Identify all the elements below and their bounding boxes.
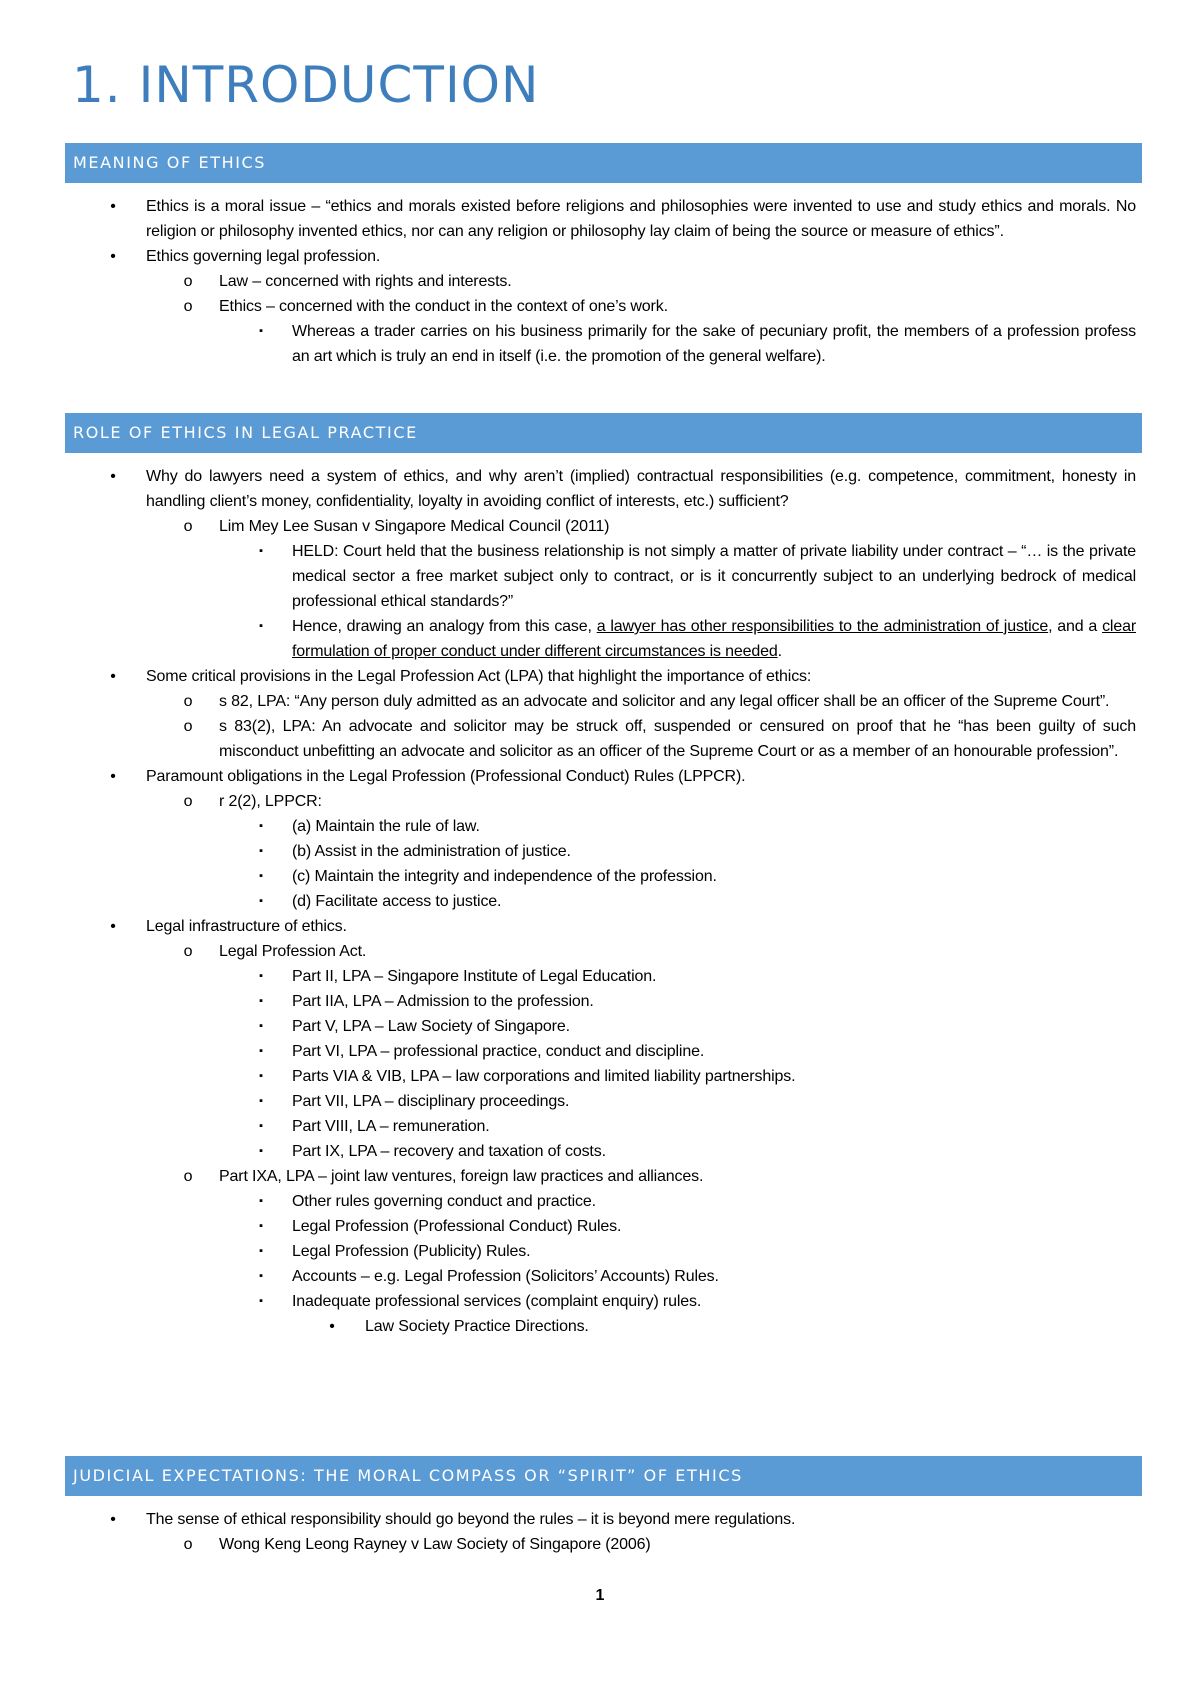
list-item: ▪ Part IX, LPA – recovery and taxation of costs. <box>292 1139 1136 1164</box>
square-bullet-icon: ▪ <box>259 1120 263 1132</box>
square-bullet-icon: ▪ <box>259 1145 263 1157</box>
underlined-text: a lawyer has other responsibilities to the administration of justice <box>596 618 1049 635</box>
list-item: ▪ Legal Profession (Professional Conduct) Rules. <box>292 1214 1136 1239</box>
square-bullet-icon: ▪ <box>259 870 263 882</box>
list-item: o s 82, LPA: “Any person duly admitted as an advocate and solicitor and any legal officer shall be an officer of the Supreme Court”. <box>219 689 1136 714</box>
square-bullet-icon: ▪ <box>259 970 263 982</box>
page-number: 1 <box>595 1587 605 1604</box>
circle-bullet-icon: o <box>183 518 193 535</box>
square-bullet-icon: ▪ <box>259 820 263 832</box>
bullet-icon: • <box>110 768 116 785</box>
list-item: • Legal infrastructure of ethics. <box>146 914 1136 939</box>
list-item: o Legal Profession Act. <box>219 939 1136 964</box>
list-item: • Law Society Practice Directions. <box>365 1314 1136 1339</box>
list-item: • Ethics is a moral issue – “ethics and morals existed before religions and philosophies were invented to use and study ethics and morals. No religion or philosophy invented ethics, nor can any religion or philosophy lay claim of being the source or measure of ethics”. <box>146 194 1136 244</box>
list-item: ▪ Legal Profession (Publicity) Rules. <box>292 1239 1136 1264</box>
list-item: o Wong Keng Leong Rayney v Law Society of Singapore (2006) <box>219 1532 1136 1557</box>
list-item: ▪ Other rules governing conduct and practice. <box>292 1189 1136 1214</box>
list-item: ▪ Part VI, LPA – professional practice, conduct and discipline. <box>292 1039 1136 1064</box>
square-bullet-icon: ▪ <box>259 1095 263 1107</box>
square-bullet-icon: ▪ <box>259 325 263 337</box>
list-item: ▪ (d) Facilitate access to justice. <box>292 889 1136 914</box>
bullet-icon: • <box>329 1318 335 1335</box>
list-item: o Law – concerned with rights and interests. <box>219 269 1136 294</box>
square-bullet-icon: ▪ <box>259 1020 263 1032</box>
square-bullet-icon: ▪ <box>259 545 263 557</box>
list-item: • The sense of ethical responsibility should go beyond the rules – it is beyond mere regulations. <box>146 1507 1136 1532</box>
circle-bullet-icon: o <box>183 1168 193 1185</box>
list-item: ▪ Inadequate professional services (complaint enquiry) rules. <box>292 1289 1136 1314</box>
square-bullet-icon: ▪ <box>259 1270 263 1282</box>
square-bullet-icon: ▪ <box>259 895 263 907</box>
underlined-text: clear formulation of proper conduct under different circumstances is needed <box>292 618 1136 660</box>
list-item: o r 2(2), LPPCR: <box>219 789 1136 814</box>
list-item: ▪ Part VIII, LA – remuneration. <box>292 1114 1136 1139</box>
circle-bullet-icon: o <box>183 718 193 735</box>
square-bullet-icon: ▪ <box>259 1045 263 1057</box>
circle-bullet-icon: o <box>183 793 193 810</box>
square-bullet-icon: ▪ <box>259 1195 263 1207</box>
list-item: ▪ Whereas a trader carries on his business primarily for the sake of pecuniary profit, the members of a profession profess an art which is truly an end in itself (i.e. the promotion of the general welfare). <box>292 319 1136 369</box>
list-item: ▪ Accounts – e.g. Legal Profession (Solicitors’ Accounts) Rules. <box>292 1264 1136 1289</box>
circle-bullet-icon: o <box>183 1536 193 1553</box>
section-heading-role-of-ethics: ROLE OF ETHICS IN LEGAL PRACTICE <box>65 413 1142 453</box>
list-item: ▪ Part II, LPA – Singapore Institute of Legal Education. <box>292 964 1136 989</box>
circle-bullet-icon: o <box>183 693 193 710</box>
list-item: ▪ Parts VIA & VIB, LPA – law corporations and limited liability partnerships. <box>292 1064 1136 1089</box>
section-heading-meaning-of-ethics: MEANING OF ETHICS <box>65 143 1142 183</box>
square-bullet-icon: ▪ <box>259 1245 263 1257</box>
section-body-role-of-ethics <box>0 464 1200 1339</box>
list-item: ▪ Part IIA, LPA – Admission to the profession. <box>292 989 1136 1014</box>
page-title: 1. INTRODUCTION <box>72 56 540 114</box>
square-bullet-icon: ▪ <box>259 1220 263 1232</box>
list-item: • Why do lawyers need a system of ethics, and why aren’t (implied) contractual responsibilities (e.g. competence, commitment, honesty in handling client’s money, confidentiality, loyalty in avoiding conflict of interests, etc.) sufficient? <box>146 464 1136 514</box>
list-item: • Some critical provisions in the Legal Profession Act (LPA) that highlight the importance of ethics: <box>146 664 1136 689</box>
list-item: o Lim Mey Lee Susan v Singapore Medical Council (2011) <box>219 514 1136 539</box>
bullet-icon: • <box>110 668 116 685</box>
circle-bullet-icon: o <box>183 273 193 290</box>
list-item: o Ethics – concerned with the conduct in the context of one’s work. <box>219 294 1136 319</box>
square-bullet-icon: ▪ <box>259 620 263 632</box>
list-item: • Paramount obligations in the Legal Profession (Professional Conduct) Rules (LPPCR). <box>146 764 1136 789</box>
list-item: ▪ (b) Assist in the administration of justice. <box>292 839 1136 864</box>
list-item: ▪ Hence, drawing an analogy from this case, a lawyer has other responsibilities to the administration of justice, and a clear formulation of proper conduct under different circumstances is needed. <box>292 614 1136 664</box>
list-item: ▪ HELD: Court held that the business relationship is not simply a matter of private liability under contract – “… is the private medical sector a free market subject only to contract, or is it concurrently subject to an underlying bedrock of medical professional ethical standards?” <box>292 539 1136 614</box>
bullet-icon: • <box>110 468 116 485</box>
section-body-meaning-of-ethics <box>0 194 1200 369</box>
square-bullet-icon: ▪ <box>259 995 263 1007</box>
bullet-icon: • <box>110 918 116 935</box>
square-bullet-icon: ▪ <box>259 845 263 857</box>
section-body-judicial-expectations <box>0 1507 1200 1557</box>
list-item: ▪ Part VII, LPA – disciplinary proceedings. <box>292 1089 1136 1114</box>
bullet-icon: • <box>110 1511 116 1528</box>
list-item: ▪ (a) Maintain the rule of law. <box>292 814 1136 839</box>
bullet-icon: • <box>110 198 116 215</box>
list-item: o s 83(2), LPA: An advocate and solicitor may be struck off, suspended or censured on proof that he “has been guilty of such misconduct unbefitting an advocate and solicitor as an officer of the Supreme Court or as a member of an honourable profession”. <box>219 714 1136 764</box>
bullet-icon: • <box>110 248 116 265</box>
list-item: o Part IXA, LPA – joint law ventures, foreign law practices and alliances. <box>219 1164 1136 1189</box>
list-item: • Ethics governing legal profession. <box>146 244 1136 269</box>
circle-bullet-icon: o <box>183 298 193 315</box>
square-bullet-icon: ▪ <box>259 1295 263 1307</box>
section-heading-judicial-expectations: JUDICIAL EXPECTATIONS: THE MORAL COMPASS OR “SPIRIT” OF ETHICS <box>65 1456 1142 1496</box>
square-bullet-icon: ▪ <box>259 1070 263 1082</box>
list-item: ▪ Part V, LPA – Law Society of Singapore. <box>292 1014 1136 1039</box>
circle-bullet-icon: o <box>183 943 193 960</box>
list-item: ▪ (c) Maintain the integrity and independence of the profession. <box>292 864 1136 889</box>
